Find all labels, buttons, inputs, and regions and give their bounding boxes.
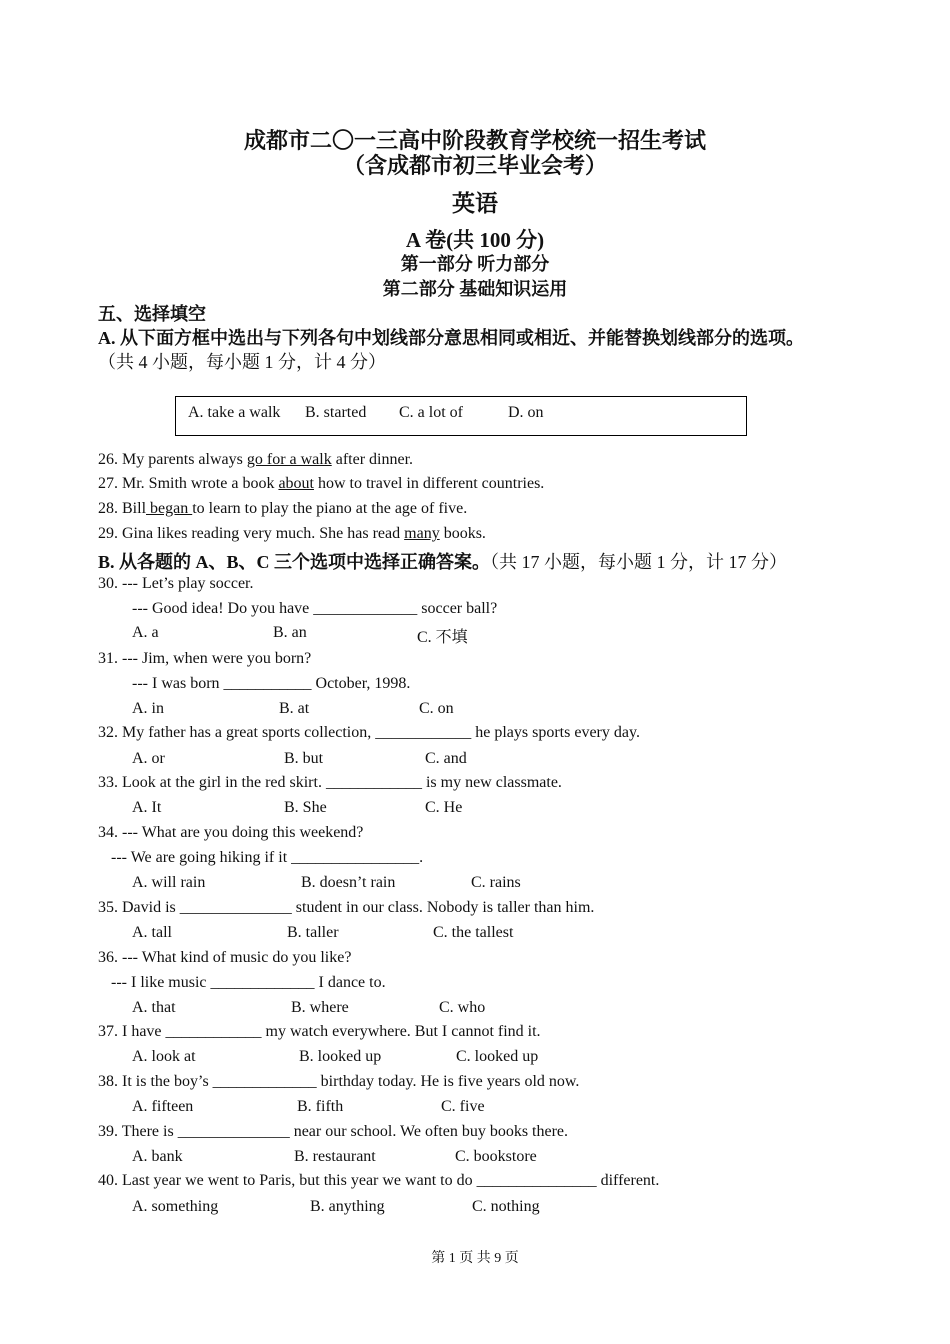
question-38: 38. It is the boy’s _____________ birthday today. He is five years old now. — [98, 1073, 580, 1090]
option-32-a: A. or — [132, 750, 165, 767]
option-30-a: A. a — [132, 624, 159, 641]
underlined-phrase: began — [146, 500, 193, 517]
question-40: 40. Last year we went to Paris, but this year we want to do _______________ different. — [98, 1172, 660, 1189]
option-34-a: A. will rain — [132, 874, 206, 891]
underlined-phrase: about — [278, 475, 314, 492]
exam-title: 成都市二〇一三高中阶段教育学校统一招生考试 — [243, 128, 706, 153]
option-38-b: B. fifth — [297, 1098, 344, 1115]
option-31-c: C. on — [419, 700, 454, 717]
question-30-reply: --- Good idea! Do you have _____________ soccer ball? — [132, 600, 498, 617]
partB-instruction: B. 从各题的 A、B、C 三个选项中选择正确答案。 — [98, 552, 491, 572]
question-35: 35. David is ______________ student in our class. Nobody is taller than him. — [98, 899, 595, 916]
option-36-c: C. who — [439, 999, 486, 1016]
paper-title: A 卷(共 100 分) — [405, 228, 545, 252]
question-33: 33. Look at the girl in the red skirt. ____________ is my new classmate. — [98, 774, 562, 791]
question-text: after dinner. — [331, 451, 414, 468]
underlined-phrase: go for a walk — [246, 451, 332, 468]
partA-instruction: A. 从下面方框中选出与下列各句中划线部分意思相同或相近、并能替换划线部分的选项。 — [98, 328, 804, 348]
option-box-d: D. on — [508, 404, 544, 421]
option-31-a: A. in — [132, 700, 164, 717]
option-box-b: B. started — [305, 404, 367, 421]
option-33-a: A. It — [132, 799, 162, 816]
question-28 — [98, 500, 467, 518]
question-text: to learn to play the piano at the age of five. — [192, 500, 468, 517]
exam-subtitle: （含成都市初三毕业会考） — [342, 153, 607, 178]
option-35-b: B. taller — [287, 924, 339, 941]
option-38-c: C. five — [441, 1098, 485, 1115]
option-39-a: A. bank — [132, 1148, 183, 1165]
question-29 — [98, 525, 486, 543]
underlined-phrase: many — [404, 525, 440, 542]
question-27 — [98, 475, 544, 493]
option-35-c: C. the tallest — [433, 924, 514, 941]
question-text: 29. Gina likes reading very much. She has read — [98, 525, 405, 542]
option-39-c: C. bookstore — [455, 1148, 537, 1165]
section5-heading: 五、选择填空 — [98, 304, 206, 324]
question-36-reply: --- I like music _____________ I dance to. — [111, 974, 386, 991]
question-39: 39. There is ______________ near our school. We often buy books there. — [98, 1123, 569, 1140]
subject-title: 英语 — [452, 191, 498, 216]
option-30-b: B. an — [273, 624, 307, 641]
question-text: 28. Bill — [98, 500, 147, 517]
question-34-reply: --- We are going hiking if it ________________. — [111, 849, 424, 866]
option-box-a: A. take a walk — [188, 404, 281, 421]
part2-heading: 第二部分 基础知识运用 — [382, 279, 568, 299]
question-34: 34. --- What are you doing this weekend? — [98, 824, 364, 841]
option-38-a: A. fifteen — [132, 1098, 194, 1115]
option-34-c: C. rains — [471, 874, 521, 891]
option-40-a: A. something — [132, 1198, 219, 1215]
partB-score: （共 17 小题，每小题 1 分，计 17 分） — [490, 552, 788, 572]
option-30-c: C. 不填 — [417, 629, 468, 646]
option-40-b: B. anything — [310, 1198, 385, 1215]
option-35-a: A. tall — [132, 924, 172, 941]
option-33-b: B. She — [284, 799, 327, 816]
question-37: 37. I have ____________ my watch everywhere. But I cannot find it. — [98, 1023, 541, 1040]
option-box — [175, 396, 747, 436]
option-37-c: C. looked up — [456, 1048, 539, 1065]
option-36-a: A. that — [132, 999, 176, 1016]
option-32-c: C. and — [425, 750, 467, 767]
part1-heading: 第一部分 听力部分 — [400, 254, 550, 274]
question-text: books. — [439, 525, 486, 542]
partB-instruction-line — [98, 548, 787, 574]
option-37-b: B. looked up — [299, 1048, 382, 1065]
option-box-c: C. a lot of — [399, 404, 463, 421]
option-31-b: B. at — [279, 700, 310, 717]
page-number: 第 1 页 共 9 页 — [431, 1251, 519, 1266]
question-text: 26. My parents always — [98, 451, 247, 468]
option-36-b: B. where — [291, 999, 349, 1016]
option-37-a: A. look at — [132, 1048, 196, 1065]
option-32-b: B. but — [284, 750, 324, 767]
question-text: 27. Mr. Smith wrote a book — [98, 475, 279, 492]
option-40-c: C. nothing — [472, 1198, 540, 1215]
question-32: 32. My father has a great sports collection, ____________ he plays sports every day. — [98, 724, 640, 741]
question-31-reply: --- I was born ___________ October, 1998. — [132, 675, 411, 692]
option-39-b: B. restaurant — [294, 1148, 376, 1165]
question-36: 36. --- What kind of music do you like? — [98, 949, 352, 966]
question-26 — [98, 451, 413, 469]
question-text: how to travel in different countries. — [313, 475, 545, 492]
question-30: 30. --- Let’s play soccer. — [98, 575, 254, 592]
option-34-b: B. doesn’t rain — [301, 874, 396, 891]
partA-score: （共 4 小题，每小题 1 分，计 4 分） — [98, 352, 386, 372]
question-31: 31. --- Jim, when were you born? — [98, 650, 312, 667]
option-33-c: C. He — [425, 799, 463, 816]
